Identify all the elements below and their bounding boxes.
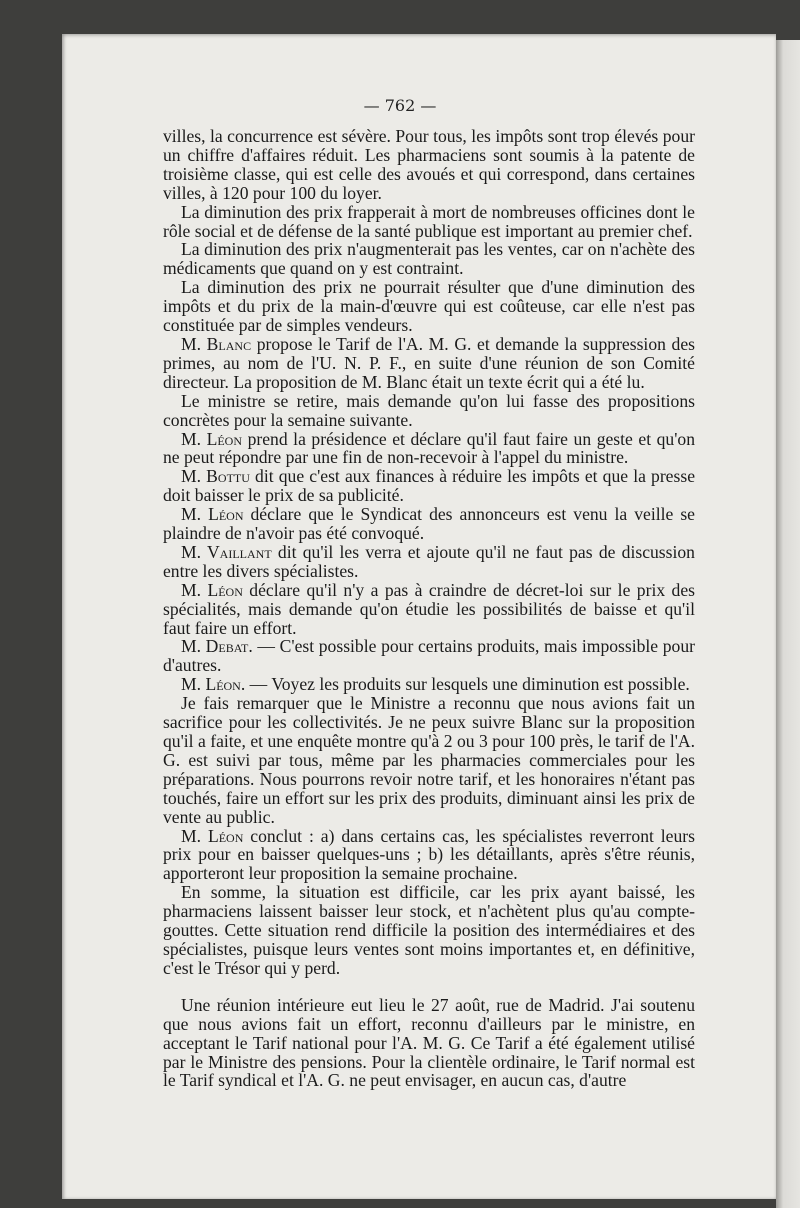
- speaker-name: M. Léon.: [181, 674, 246, 695]
- speaker-name: M. Bottu: [181, 466, 250, 487]
- paragraph: Une réunion intérieure eut lieu le 27 août, rue de Madrid. J'ai soutenu que nous avions fait un effort, reconnu d'ailleurs par le ministre, en acceptant le Tarif national pour l'A. M. G. Ce Tarif a été également utilisé par le Ministre des pensions. Pour la clientèle ordinaire, le Tarif normal est le Tarif syndical et l'A. G. ne peut envisager, en aucun cas, d'autre: [163, 994, 695, 1091]
- paragraph: M. Vaillant dit qu'il les verra et ajoute qu'il ne faut pas de discussion entre les divers spécialistes.: [163, 541, 695, 581]
- speaker-name: M. Debat.: [181, 636, 253, 657]
- body-text: [163, 127, 695, 1090]
- paragraph: La diminution des prix ne pourrait résulter que d'une diminution des impôts et du prix de la main-d'œuvre qui est coûteuse, car elle n'est pas constituée par de simples vendeurs.: [163, 277, 695, 336]
- paragraph: En somme, la situation est difficile, car les prix ayant baissé, les pharmaciens laissent baisser leur stock, et n'achètent plus qu'au compte-gouttes. Cette situation rend difficile la position des intermédiaires et des spécialistes, puisque leurs ventes sont moins importantes et, en définitive, c'est le Trésor qui y perd.: [163, 882, 695, 978]
- speaker-name: M. Léon: [181, 428, 243, 449]
- paragraph: La diminution des prix n'augmenterait pas les ventes, car on n'achète des médicaments que quand on y est contraint.: [163, 239, 695, 279]
- paragraph: M. Blanc propose le Tarif de l'A. M. G. et demande la suppression des primes, au nom de l'U. N. P. F., en suite d'une réunion de son Comité directeur. La proposition de M. Blanc était un texte écrit qui a été lu.: [163, 333, 696, 392]
- paragraph: M. Léon déclare qu'il n'y a pas à craindre de décret-loi sur le prix des spécialités, mais demande qu'on étudie les possibilités de baisse et qu'il faut faire un effort.: [163, 579, 695, 638]
- paragraph: M. Debat. — C'est possible pour certains produits, mais impossible pour d'autres.: [163, 636, 696, 676]
- page-number: — 762 —: [363, 96, 437, 115]
- paragraph: M. Léon. — Voyez les produits sur lesquels une diminution est possible.: [181, 674, 690, 695]
- paragraph: villes, la concurrence est sévère. Pour tous, les impôts sont trop élevés pour un chiffre d'affaires réduit. Les pharmaciens sont soumis à la patente de troisième classe, qui est celle des avoués et qui correspond, dans certaines villes, à 120 pour 100 du loyer.: [163, 126, 695, 203]
- speaker-name: M. Léon: [181, 579, 243, 600]
- speaker-name: M. Blanc: [181, 333, 252, 354]
- paragraph: M. Bottu dit que c'est aux finances à réduire les impôts et que la presse doit baisser le prix de sa publicité.: [163, 466, 695, 506]
- paragraph: La diminution des prix frapperait à mort de nombreuses officines dont le rôle social et de défense de la santé publique est important au premier chef.: [163, 201, 695, 241]
- speaker-name: M. Léon: [181, 825, 244, 846]
- speaker-name: M. Vaillant: [181, 541, 272, 562]
- paragraph: M. Léon prend la présidence et déclare qu'il faut faire un geste et qu'on ne peut répondre par une fin de non-recevoir à l'appel du ministre.: [163, 428, 695, 468]
- paragraph: Le ministre se retire, mais demande qu'on lui fasse des propositions concrètes pour la semaine suivante.: [163, 390, 695, 430]
- paragraph: M. Léon conclut : a) dans certains cas, les spécialistes reverront leurs prix pour en baisser quelques-uns ; b) les détaillants, après s'être réunis, apporteront leur proposition la semaine prochaine.: [163, 825, 695, 884]
- paragraph: Je fais remarquer que le Ministre a reconnu que nous avions fait un sacrifice pour les collectivités. Je ne peux suivre Blanc sur la proposition qu'il a faite, et une enquête montre qu'à 2 ou 3 pour 100 près, le tarif de l'A. G. est suivi par tous, même par les pharmacies commerciales pour les préparations. Nous pourrons revoir notre tarif, et les honoraires n'étant pas touchés, faire un effort sur les prix des produits, diminuant ainsi les prix de vente au public.: [163, 693, 695, 827]
- facing-page-edge: [776, 40, 800, 1208]
- paragraph: M. Léon déclare que le Syndicat des annonceurs est venu la veille se plaindre de n'avoir pas été convoqué.: [163, 504, 695, 544]
- speaker-name: M. Léon: [181, 504, 244, 525]
